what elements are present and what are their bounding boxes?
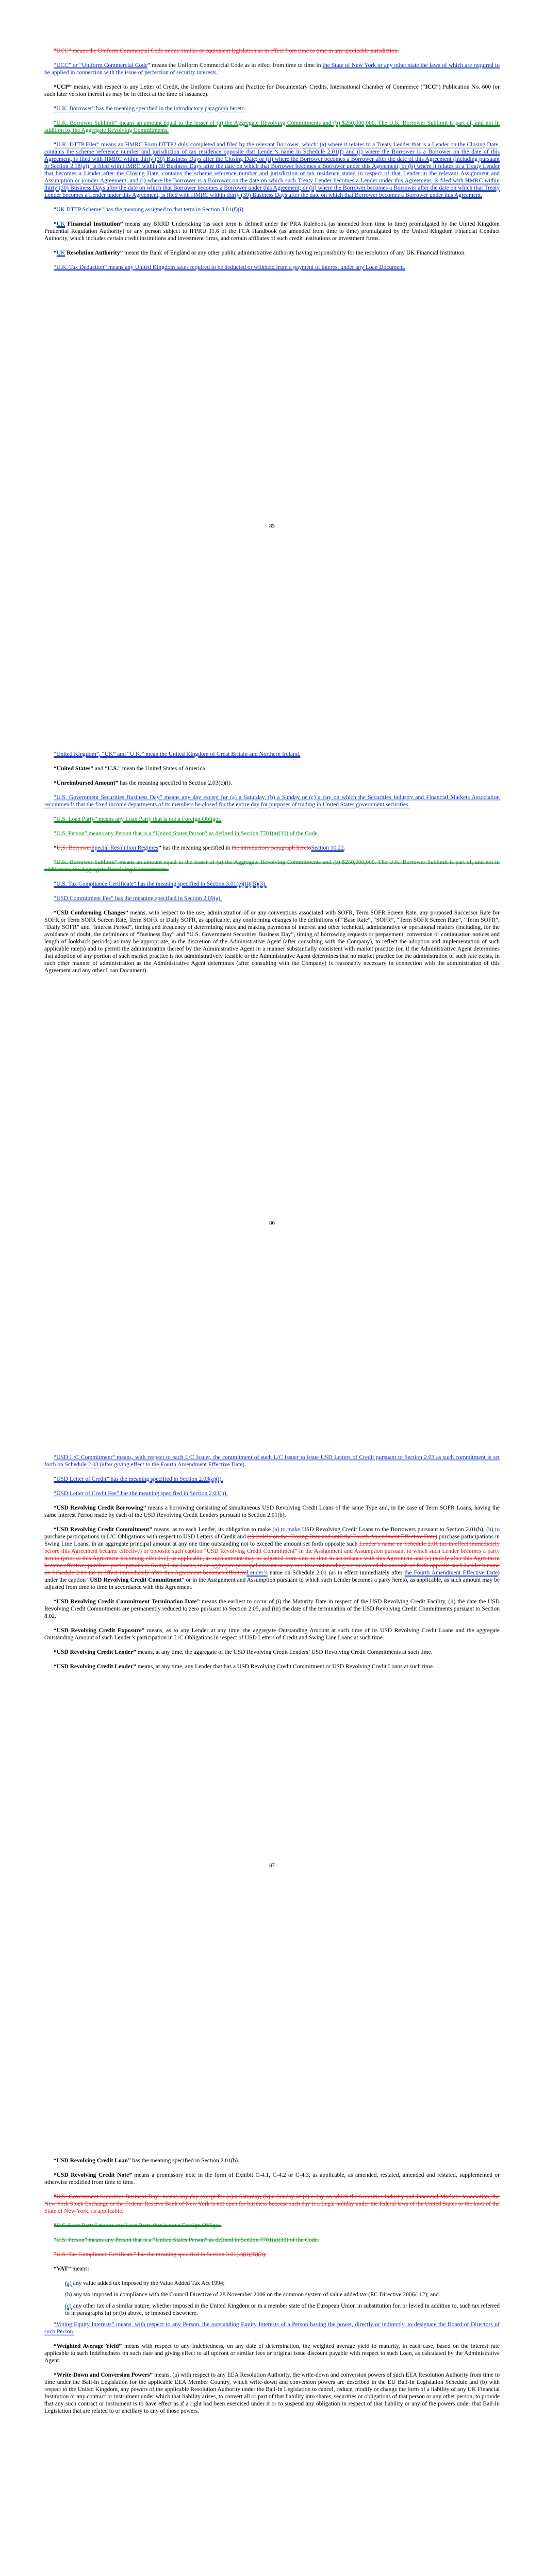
defined-term: U.S. [107,766,118,772]
definitions-list [44,2321,500,2415]
definition-text: ”) Publication No. 600 (or such later version thereof as may be in effect at the time of issuance). [44,84,500,97]
definition-paragraph [44,62,500,76]
defined-term: “USD Revolving Credit Lender” [54,1649,136,1655]
inserted-text: “USD L/C Commitment” means, with respect to each L/C Issuer, the commitment of such L/C Issuer to issue USD Letters of Credit pursuant to Section 2.03 as such commitment is set forth on Schedule 2.03 (after giving effect to the Fourth Amendment Effective Date). [44,1454,500,1468]
definition-paragraph [44,794,500,808]
defined-term: “USD Revolving Credit Loan” [54,2158,131,2164]
definition-paragraph [44,2265,500,2273]
inserted-text: (a) [65,2280,72,2286]
definition-text: means with respect to any Indebtedness, on any date of determination, the weighted average yield to maturity, in each case, based on the interest rate applicable to such Indebtedness on such date and giving effect to all upfront or similar fees or original issue discount payable with respect to such Loan, as calculated by the Administrative Agent. [44,2343,500,2364]
definition-paragraph [44,2193,500,2215]
definition-text: has the meaning specified in Section 2.01(b). [130,2158,240,2164]
defined-term: ICC [425,84,436,90]
inserted-text: “USD Letter of Credit” has the meaning specified in Section 2.03(a)(i). [54,1476,223,1482]
definition-paragraph [44,221,500,242]
definition-text: any tax imposed in compliance with the Council Directive of 28 November 2006 on the common system of value added tax (EC Directive 2006/112); and [72,2292,439,2298]
definition-text: means a borrowing consisting of simultaneous USD Revolving Credit Loans of the same Type and, in the case of Term SOFR Loans, having the same Interest Period made by each of the USD Revolving Credit Lenders pursuant to Section 2.01(b). [44,1505,500,1518]
definition-text: means, as to each Lender, its obligation to make [152,1527,273,1533]
definition-paragraph [44,83,500,98]
page-88-content [44,2157,500,2422]
defined-term: “United States” [54,766,93,772]
deleted-text: (c) (solely on the Closing Date and until the Fourth Amendment Effective Date) [247,1534,437,1540]
moved-text: “U.S. Person” means any Person that is a “United States Person” as defined in Section 7701(a)(30) of the Code. [54,831,319,837]
defined-term: “USD Revolving Credit Lender” [54,1664,136,1670]
inserted-text: Lender’s [246,1570,268,1576]
definition-paragraph [44,1526,500,1591]
inserted-text: “USD Letter of Credit Fee” has the meaning specified in Section 2.03(h). [54,1490,228,1497]
deleted-text: U.S. Borrower [56,845,92,851]
inserted-text: “USD Commitment Fee” has the meaning specified in Section 2.09(a). [54,895,222,902]
inserted-text: “U.K. DTTP Filer” means an HMRC Form DTTP2 duly completed and filed by the relevant Borrower, which: (a) where it relates to a Treaty Lender that is a Lender on the Closing Date, contains the scheme reference number and jurisdiction of tax residence opposite that Lender’s name in Schedule 2.01(f) and (i) where the Borrower is a Borrower on the date of this Agreement, is filed with HMRC within thirty (30) Business Days after the Closing Date; or (ii) where the Borrower becomes a Borrower after the date of this Agreement (including pursuant to Section 2.18(a)), is filed with HMRC within 30 Business Days after the date on which that Borrower becomes a Borrower under this Agreement; or (b) where it relates to a Treaty Lender that becomes a Lender after the Closing Date, contains the scheme reference number and jurisdiction of tax residence stated in respect of that Lender in the relevant Assignment and Assumption or joinder Agreement; and (i) where the Borrower is a Borrower on the date on which such Treaty Lender becomes a Lender under this Agreement, is filed with HMRC within thirty (30) Business Days after the date on which that Borrower becomes a Borrower under this Agreement; or (ii) where the Borrower becomes a Borrower after the date on which that Treaty Lender becomes a Lender under this Agreement, is filed with HMRC within thirty (30) Business Days after the date on which that Borrower becomes a Borrower under this Agreement. [44,142,500,198]
definition-paragraph [44,765,500,772]
definition-paragraph [44,120,500,134]
definition-text: . [343,845,345,851]
inserted-text: (b) to [486,1527,500,1533]
definition-text: has the meaning specified in Section 2.03(c)(i). [118,780,233,786]
definition-text: means, at any time, any Lender that has a USD Revolving Credit Commitment or USD Revolving Credit Loans at such time. [136,1664,434,1670]
page-87-content [44,1454,500,1677]
definition-paragraph [44,751,500,758]
definition-paragraph [44,141,500,199]
inserted-text: “U.S. Tax Compliance Certificate” has the meaning specified in Section 3.01(e)(ii)(B)(3). [54,881,267,887]
deleted-text: “U.K. Borrower Sublimit” means an amount equal to the lesser of (a) the Aggregate Revolving Commitments and (b) $250,000,000. The U.K. Borrower Sublimit is part of, and not in addition to, the Aggregate Revolving Commitments. [44,859,500,873]
vat-sub-item [44,2302,500,2317]
defined-term: “USD Revolving Credit Note” [54,2172,132,2178]
definition-text: name on Schedule 2.01 (as in effect immediately after [267,1570,405,1576]
definition-text: purchase participations in Swing Line Loans, in an aggregate principal amount at any one time outstanding not to exceed the amount set forth opposite such [44,1534,500,1547]
defined-term: Resolution Authority” [65,250,123,256]
page-85 [0,0,544,703]
inserted-text: the Fourth Amendment Effective Date [404,1570,498,1576]
definition-paragraph [44,2343,500,2364]
defined-term: USD Revolving Credit Commitment [90,1577,182,1583]
definition-paragraph [44,249,500,257]
definitions-list [44,1454,500,1670]
defined-term: “ [54,845,57,851]
deleted-text: “U.S. Tax Compliance Certificate” has the meaning specified in Section 3.01(e)(ii)(B)(3). [54,2251,267,2258]
definition-paragraph [44,909,500,974]
definitions-list [44,47,500,271]
definition-paragraph [44,264,500,271]
definition-text: means the Bank of England or any other public administrative authority having responsibility for the resolution of any UK Financial Institution. [123,250,466,256]
deleted-text: “UCC” means the Uniform Commercial Code or any similar or equivalent legislation as in effect from time to time in any applicable jurisdiction. [54,48,399,54]
defined-term: “ [54,221,57,227]
definition-text: ” mean the United States of America. [118,766,207,772]
definition-paragraph [44,2236,500,2244]
definition-text: means a promissory note in the form of Exhibit C-4.1, C-4.2 or C-4.3, as applicable, as amended, restated, amended and restated, supplemented or otherwise modified from time to time. [44,2172,500,2185]
inserted-text: “UK DTTP Scheme” has the meaning assigned to that term in Section 3.01(f)(i). [54,207,245,213]
moved-text: “U.S. Loan Party” means any Loan Party that is not a Foreign Obligor. [54,816,222,822]
definition-text: means any BRRD Undertaking (as such term is defined under the PRA Rulebook (as amended from time to time) promulgated by the United Kingdom Prudential Regulation Authority) or any person subject to IFPRU 11.6 of the FCA Handbook (as amended from time to time) promulgated by the United Kingdom Financial Conduct Authority, which includes certain credit institutions and investment firms, and certain affiliates of such credit institutions or investment firms. [44,221,500,242]
definition-text: means: [71,2266,89,2272]
definition-paragraph [44,105,500,112]
definition-text: any other tax of a similar nature, whether imposed in the United Kingdom or in a member state of the European Union in substitution for, or levied in addition to, such tax referred to in paragraphs (a) or (b) above, or imposed elsewhere. [65,2303,500,2316]
definition-text: means, at any time, the aggregate of the USD Revolving Credit Lenders’ USD Revolving Credit Commitments at such time. [136,1649,433,1655]
definition-text: means, as to any Lender at any time, the aggregate Outstanding Amount at such time of its USD Revolving Credit Loans and the aggregate Outstanding Amount of such Lender’s participation in L/C Obligations in respect of USD Letters of Credit and Swing Line Loans at such time. [44,1628,500,1641]
deleted-text: “U.S. Government Securities Business Day” means any day except for (a) a Saturday, (b) a Sunday or (c) a day on which the Securities Industry and Financial Markets Association, the New York Stock Exchange or the Federal Reserve Bank of New York is not open for business because such day is a Legal holiday under the federal laws of the United States or the laws of the State of New York, as applicable. [44,2194,500,2214]
defined-term: “USD Conforming Changes” [54,910,128,916]
definition-text: has the meaning specified in [161,845,232,851]
deleted-text: the introductory paragraph hereto [232,845,311,851]
definition-paragraph [44,2222,500,2229]
defined-term: “USD Revolving Credit Commitment” [54,1527,153,1533]
definition-text: means, (a) with respect to any EEA Resolution Authority, the write-down and conversion powers of such EEA Resolution Authority from time to time under the Bail-In Legislation for the applicable EEA Member Country, which write-down and conversion powers are described in the EU Bail-In Legislation Schedule and (b) with respect to the United Kingdom, any powers of the applicable Resolution Authority under the Bail-In Legislation to cancel, reduce, modify or change the form of a liability of any UK Financial Institution or any contract or instrument under which that liability arises, to convert all or part of that liability into shares, securities or obligations of that person or any other person, to provide that any such contract or instrument is to have effect as if a right had been exercised under it or to suspend any obligation in respect of that liability or any of the powers under that Bail-In Legislation that are related to or ancillary to any of those powers. [44,2372,500,2414]
vat-sub-item [44,2291,500,2298]
inserted-text: “U.K. Tax Deduction” means any United Kingdom taxes required to be deducted or withheld from a payment of interest under any Loan Document. [54,264,406,270]
definition-text: purchase participations in L/C Obligations with respect to USD Letters of Credit and [44,1534,248,1540]
deleted-text: “U.S. Loan Party” means any Loan Party that is not a Foreign Obligor. [54,2223,222,2229]
defined-term: “ [54,250,57,256]
definition-paragraph [44,2157,500,2164]
definition-paragraph [44,779,500,787]
definition-text: ” or in the Assignment and Assumption pursuant to which such Lender becomes a party hereto, as applicable, as such amount may be adjusted from time to time in accordance with this Agreement. [44,1577,500,1590]
defined-term: “USD Revolving Credit Commitment Termination Date” [54,1599,200,1605]
definition-paragraph [44,206,500,213]
moved-text: “U.K. Borrower Sublimit” means an amount equal to the lesser of (a) the Aggregate Revolving Commitments and (b) $250,000,000. The U.K. Borrower Sublimit is part of, and not in addition to, the Aggregate Revolving Commitments. [44,120,500,133]
vat-sub-item [44,2280,500,2287]
inserted-text: “Voting Equity Interests” means, with respect to any Person, the outstanding Equity Interests of a Person having the power, directly or indirectly, to designate the Board of Directors of such Person. [44,2321,500,2335]
page-88 [0,2110,544,2576]
vat-sub-items [44,2280,500,2317]
defined-term: “UCP” [54,84,72,90]
definition-paragraph [44,1663,500,1670]
page-87 [0,1406,544,2110]
page-86-content [44,751,500,981]
inserted-text: “U.S. Government Securities Business Day” means any day except for (a) a Saturday, (b) a Sunday or (c) a day on which the Securities Industry and Financial Markets Association recommends that the fixed income departments of its members be closed for the entire day for purposes of trading in United States government securities. [44,794,500,808]
definition-paragraph [44,844,500,852]
definition-text: any value added tax imposed by the Value Added Tax Act 1994; [71,2280,225,2286]
definitions-list [44,2157,500,2273]
defined-term: “USD Revolving Credit Exposure” [54,1628,145,1634]
definition-text: means, with respect to any Letter of Credit, the Uniform Customs and Practice for Documentary Credits, International Chamber of Commerce (“ [72,84,425,90]
inserted-text: UK [56,221,65,227]
page-85-content [44,47,500,278]
inserted-text: “U.K. Borrower” has the meaning specified in the introductory paragraph hereto. [54,106,246,112]
definition-paragraph [44,1490,500,1497]
defined-term: “Weighted Average Yield” [54,2343,122,2349]
definition-text: ” means the Uniform Commercial Code as in effect from time to time in [147,62,323,69]
defined-term: Financial Institution” [65,221,123,227]
definition-paragraph [44,1649,500,1656]
definition-text: means the earliest to occur of (i) the Maturity Date in respect of the USD Revolving Credit Facility, (ii) the date the USD Revolving Credit Commitments are permanently reduced to zero pursuant to Section 2.05, and (iii) the date of the termination of the USD Revolving Credit Commitments pursuant to Section 8.02. [44,1599,500,1619]
inserted-text: “UCC” or “Uniform Commercial Code [54,62,148,69]
definition-paragraph [44,1476,500,1483]
definition-paragraph [44,816,500,823]
definition-paragraph [44,859,500,873]
inserted-text: “United Kingdom”, “UK” and “U.K.” mean the United Kingdom of Great Britain and Northern Ireland. [54,751,301,757]
inserted-text: the State of New York or any other state the laws of which are required to be applied in connection with the issue of perfection of security interests. [44,62,500,76]
definition-paragraph [44,895,500,902]
page-number: 87 [269,1862,275,1869]
definition-paragraph [44,830,500,837]
definition-text: ) under the caption “ [44,1570,500,1583]
page-number: 85 [269,523,275,529]
definition-paragraph [44,2321,500,2335]
inserted-text: UK [56,250,65,256]
inserted-text: Special Resolution Regimes [91,845,158,851]
page-86 [0,703,544,1406]
inserted-text: Section 10.22 [311,845,344,851]
definitions-list [44,751,500,974]
definition-paragraph [44,2172,500,2186]
definition-paragraph [44,880,500,888]
defined-term: “Write-Down and Conversion Powers” [54,2372,153,2378]
definition-paragraph [44,2371,500,2415]
inserted-text: (a) to make [272,1527,301,1533]
definition-text: USD Revolving Credit Loans to the Borrowers pursuant to Section 2.01(b), [300,1527,487,1533]
inserted-text: (c) [65,2303,72,2309]
defined-term: “VAT” [54,2266,71,2272]
definition-paragraph [44,1627,500,1641]
definition-text: and “ [93,766,108,772]
page-number: 86 [269,1220,275,1226]
defined-term: ” [158,845,161,851]
definition-paragraph [44,2251,500,2258]
deleted-text: “U.S. Person” means any Person that is a “United States Person” as defined in Section 7701(a)(30) of the Code. [54,2237,319,2243]
inserted-text: (b) [65,2292,72,2298]
defined-term: “Unreimbursed Amount” [54,780,119,786]
definition-text: means, with respect to the use, administration of or any conventions associated with SOFR, Term SOFR Screen Rate, any proposed Successor Rate for SOFR or Term SOFR Screen Rate, Term SOFR or Daily SOFR, as applicable, any conforming changes to the definitions of “Base Rate”, “SOFR”, “Term SOFR Screen Rate”, “Term SOFR”, “Daily SOFR” and “Interest Period”, timing and frequency of determining rates and making payments of interest and other technical, administrative or operational matters (including, for the avoidance of doubt, the definitions of “Business Day” and “U.S. Government Securities Business Day”, timing of borrowing requests or prepayment, conversion or continuation notices and length of lookback periods) as may be appropriate, in the discretion of the Administrative Agent (after consulting with the Company), to reflect the adoption and implementation of such applicable rate(s) and to permit the administration thereof by the Administrative Agent in a manner substantially consistent with market practice (or, if the Administrative Agent determines that adoption of any portion of such market practice is not administratively feasible or the Administrative Agent determines that no market practice for the administration of such rate exists, in such other manner of administration as the Administrative Agent determines (after consulting with the Company) is reasonably necessary in connection with the administration of this Agreement and any other Loan Document). [44,910,500,974]
definition-paragraph [44,1454,500,1468]
defined-term: “USD Revolving Credit Borrowing” [54,1505,146,1511]
definition-paragraph [44,47,500,55]
definition-paragraph [44,1504,500,1519]
deleted-text: Lender’s name on Schedule 2.01 (as in effect immediately before this Agreement became effective) or opposite such caption “USD Revolving Credit Commitment” in the Assignment and Assumption pursuant to which such Lender becomes a party hereto (prior to this Agreement becoming effective), as applicable, as such amount may be adjusted from time to time in accordance with this Agreement and (c) (solely after this Agreement became effective, purchase participations in Swing Line Loans, in an aggregate principal amount at any one time outstanding not to exceed the amount set forth opposite such Lender’s name on Schedule 2.01 (as in effect immediately after this Agreement becomes effective [44,1541,500,1576]
definition-paragraph [44,1598,500,1620]
